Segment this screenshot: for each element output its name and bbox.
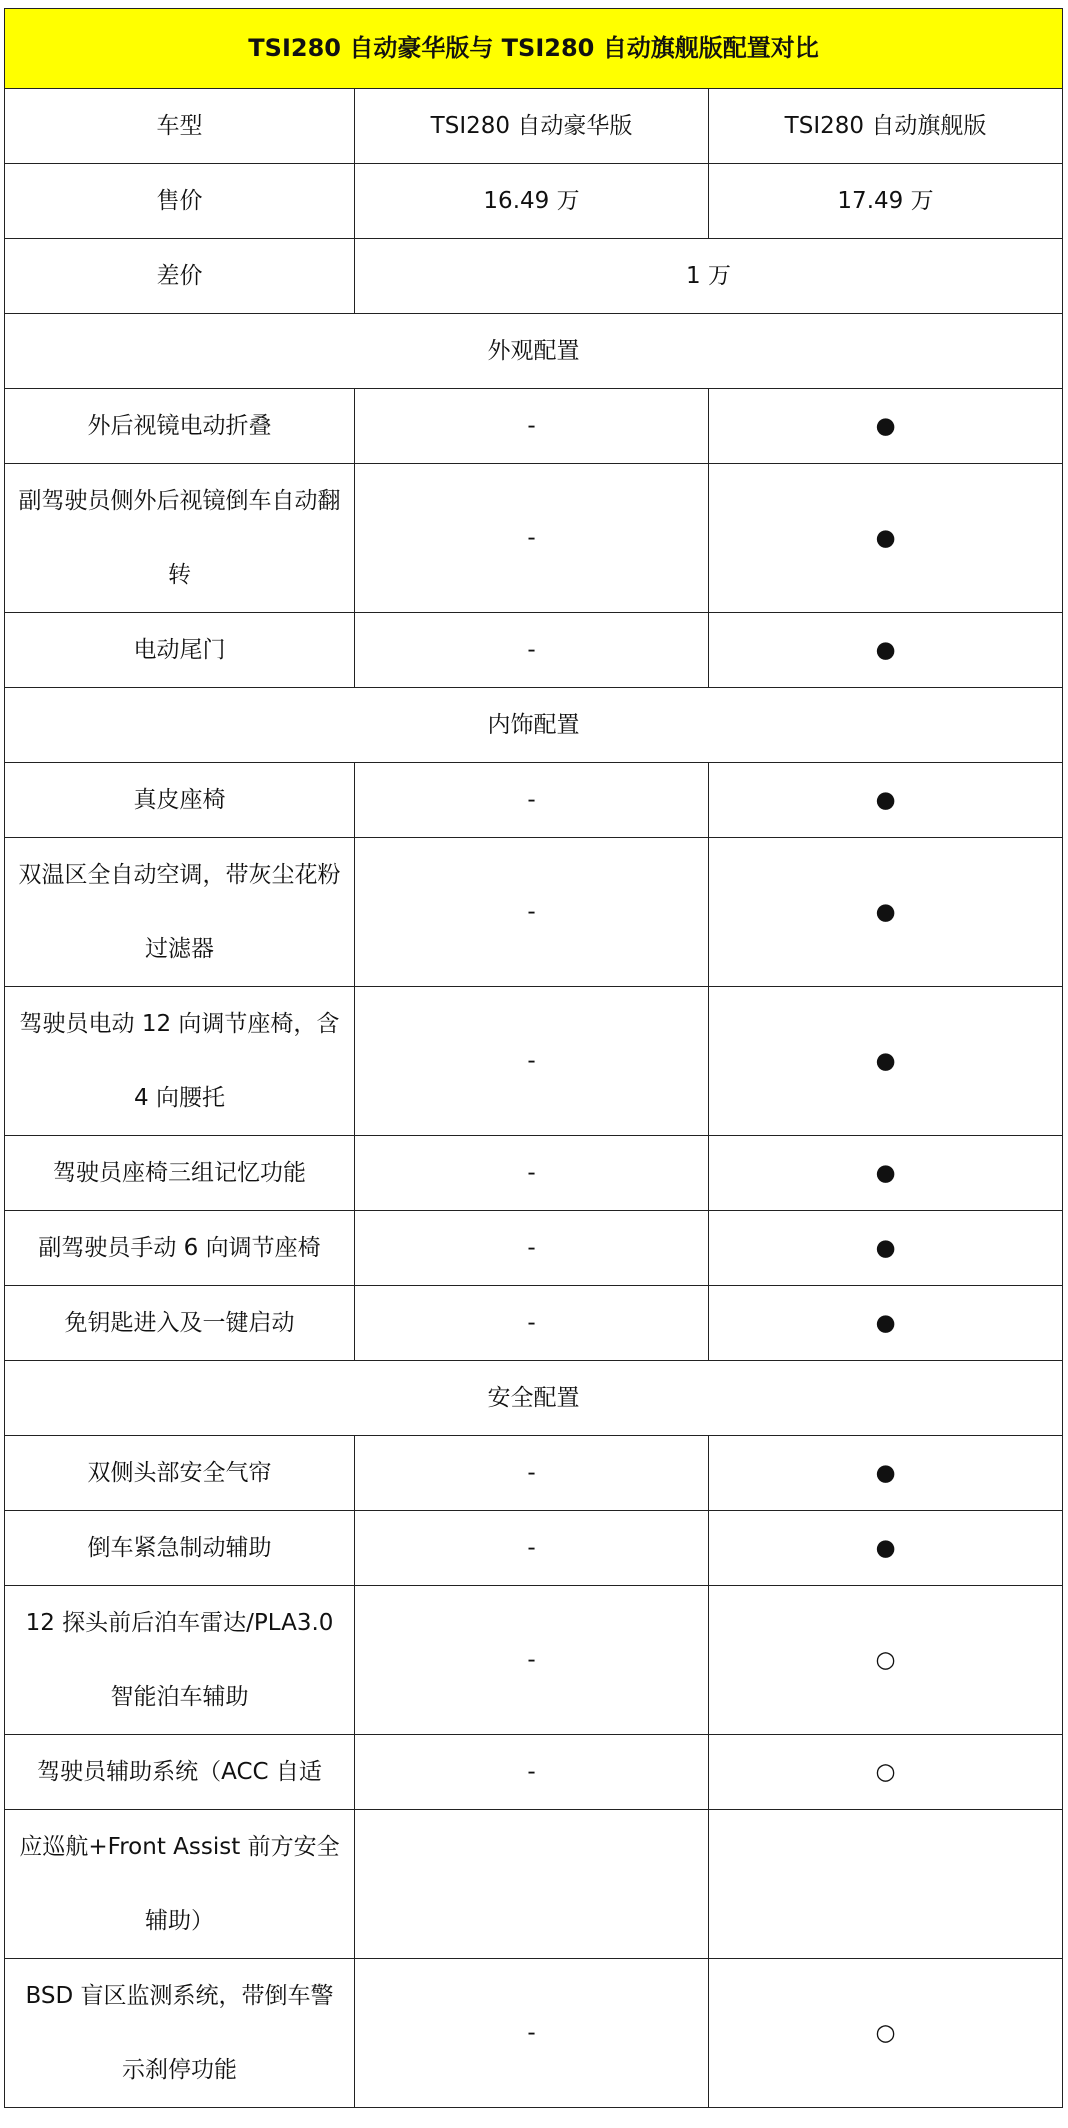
model-row (5, 89, 1063, 164)
trim-b-mark: ● (709, 613, 1063, 688)
trim-a-mark: - (355, 987, 709, 1136)
trim-b-mark: ○ (709, 1959, 1063, 2108)
config-comparison-table (4, 8, 1063, 2108)
feature-label: 副驾驶员侧外后视镜倒车自动翻转 (5, 464, 355, 613)
trim-b-mark: ● (709, 1211, 1063, 1286)
feature-label: 免钥匙进入及一键启动 (5, 1286, 355, 1361)
price-row (5, 164, 1063, 239)
trim-a-mark: - (355, 613, 709, 688)
table-row (5, 987, 1063, 1136)
trim-a-mark: - (355, 1511, 709, 1586)
table-row (5, 389, 1063, 464)
diff-value: 1 万 (355, 239, 1063, 314)
section-heading-exterior: 外观配置 (5, 314, 1063, 389)
table-row (5, 1211, 1063, 1286)
trim-a-mark: - (355, 763, 709, 838)
price-label: 售价 (5, 164, 355, 239)
table-row (5, 1586, 1063, 1735)
feature-label: 12 探头前后泊车雷达/PLA3.0 智能泊车辅助 (5, 1586, 355, 1735)
trim-b-mark: ● (709, 389, 1063, 464)
table-row (5, 838, 1063, 987)
trim-b-mark (709, 1810, 1063, 1959)
feature-label: 应巡航+Front Assist 前方安全辅助） (5, 1810, 355, 1959)
trim-b-mark: ○ (709, 1586, 1063, 1735)
feature-label: 双温区全自动空调，带灰尘花粉过滤器 (5, 838, 355, 987)
feature-label: 双侧头部安全气帘 (5, 1436, 355, 1511)
trim-b-mark: ● (709, 987, 1063, 1136)
table-row (5, 1286, 1063, 1361)
feature-label: BSD 盲区监测系统，带倒车警示刹停功能 (5, 1959, 355, 2108)
feature-label: 外后视镜电动折叠 (5, 389, 355, 464)
table-row (5, 1436, 1063, 1511)
trim-a-mark: - (355, 838, 709, 987)
trim-b-mark: ● (709, 1511, 1063, 1586)
trim-a-mark: - (355, 1735, 709, 1810)
feature-label: 电动尾门 (5, 613, 355, 688)
table-row (5, 1136, 1063, 1211)
section-heading-safety: 安全配置 (5, 1361, 1063, 1436)
section-row-interior (5, 688, 1063, 763)
title-row (5, 9, 1063, 89)
trim-a-mark: - (355, 1286, 709, 1361)
table-row (5, 464, 1063, 613)
model-label: 车型 (5, 89, 355, 164)
trim-b-mark: ● (709, 838, 1063, 987)
trim-a-mark: - (355, 1436, 709, 1511)
feature-label: 副驾驶员手动 6 向调节座椅 (5, 1211, 355, 1286)
trim-a-name: TSI280 自动豪华版 (355, 89, 709, 164)
trim-a-mark: - (355, 464, 709, 613)
trim-a-mark (355, 1810, 709, 1959)
trim-b-mark: ● (709, 1136, 1063, 1211)
table-title: TSI280 自动豪华版与 TSI280 自动旗舰版配置对比 (5, 9, 1063, 89)
section-row-safety (5, 1361, 1063, 1436)
trim-a-mark: - (355, 1136, 709, 1211)
table-row (5, 1810, 1063, 1959)
section-heading-interior: 内饰配置 (5, 688, 1063, 763)
trim-a-mark: - (355, 1586, 709, 1735)
trim-a-price: 16.49 万 (355, 164, 709, 239)
feature-label: 真皮座椅 (5, 763, 355, 838)
feature-label: 驾驶员辅助系统（ACC 自适 (5, 1735, 355, 1810)
trim-b-name: TSI280 自动旗舰版 (709, 89, 1063, 164)
trim-a-mark: - (355, 389, 709, 464)
feature-label: 倒车紧急制动辅助 (5, 1511, 355, 1586)
table-row (5, 1959, 1063, 2108)
trim-b-price: 17.49 万 (709, 164, 1063, 239)
diff-row (5, 239, 1063, 314)
feature-label: 驾驶员电动 12 向调节座椅，含 4 向腰托 (5, 987, 355, 1136)
trim-b-mark: ● (709, 763, 1063, 838)
trim-b-mark: ● (709, 464, 1063, 613)
diff-label: 差价 (5, 239, 355, 314)
table-row (5, 1735, 1063, 1810)
table-row (5, 763, 1063, 838)
trim-a-mark: - (355, 1211, 709, 1286)
trim-a-mark: - (355, 1959, 709, 2108)
table-row (5, 613, 1063, 688)
section-row-exterior (5, 314, 1063, 389)
trim-b-mark: ● (709, 1436, 1063, 1511)
trim-b-mark: ● (709, 1286, 1063, 1361)
table-row (5, 1511, 1063, 1586)
feature-label: 驾驶员座椅三组记忆功能 (5, 1136, 355, 1211)
trim-b-mark: ○ (709, 1735, 1063, 1810)
